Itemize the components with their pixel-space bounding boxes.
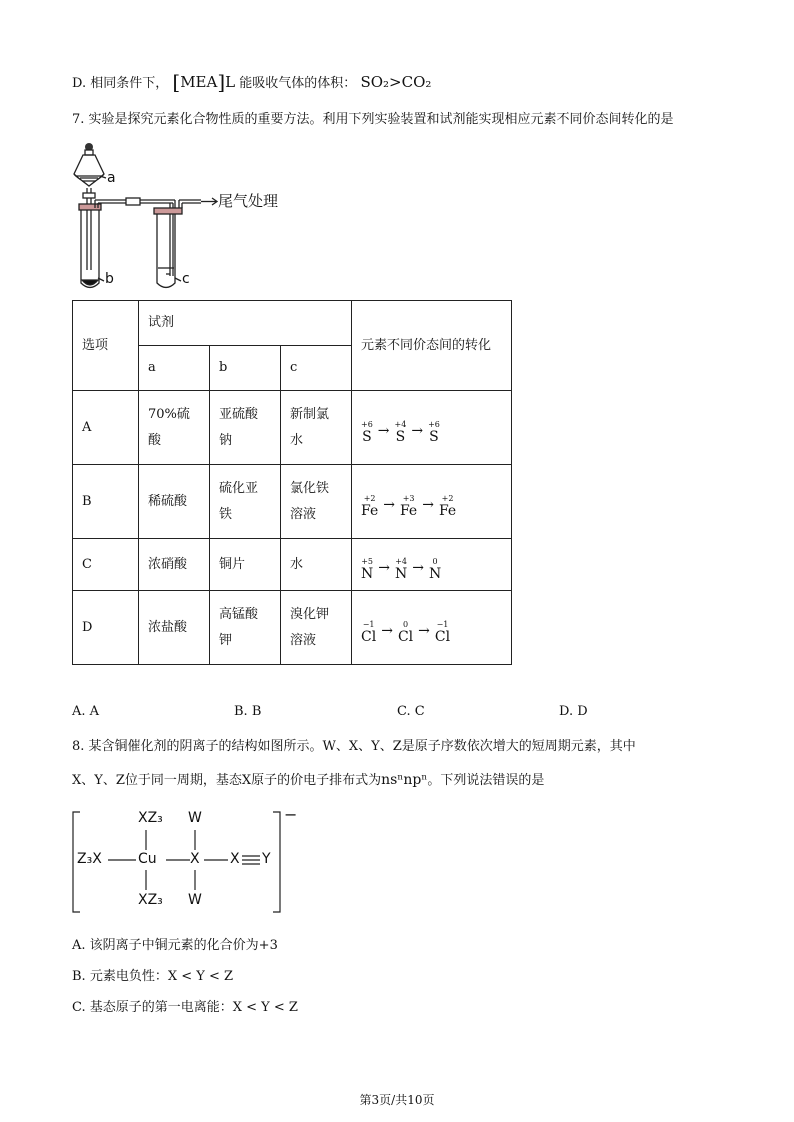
header-b: b	[210, 346, 281, 391]
q8-stem-line2	[72, 769, 544, 788]
header-conversion: 元素不同价态间的转化	[352, 301, 512, 391]
oxidation-state: 0	[432, 557, 438, 566]
header-a: a	[139, 346, 210, 391]
option-text: 基态原子的第一电离能：X < Y < Z	[89, 1000, 298, 1015]
table-row	[73, 391, 512, 465]
q8-option-c[interactable]	[72, 996, 298, 1015]
element-symbol: N	[428, 566, 442, 582]
reagent-text: 钾	[219, 632, 233, 648]
header-option: 选项	[73, 301, 139, 391]
oxidation-state: +3	[402, 494, 415, 503]
oxidation-state: −1	[436, 620, 449, 629]
reagent-text: 浓盐酸	[148, 619, 188, 635]
q7-stem: 7. 实验是探究元素化合物性质的重要方法。利用下列实验装置和试剂能实现相应元素不同价态间转化的是	[72, 112, 674, 127]
label-c: c	[182, 271, 190, 287]
reagent-text: 钠	[219, 432, 233, 448]
reagent-c	[281, 391, 352, 465]
reagent-text: 高锰酸	[219, 606, 259, 622]
label-b: b	[105, 271, 114, 287]
conversion	[352, 591, 512, 665]
electron-config: nsⁿnpⁿ	[381, 772, 428, 788]
table-row	[73, 591, 512, 665]
page-number: 第3页/共10页	[359, 1093, 435, 1107]
oxidation-state: +4	[395, 557, 407, 566]
reagent-text: 浓硝酸	[148, 556, 188, 572]
q7-table	[72, 300, 512, 665]
reagent-b	[210, 391, 281, 465]
reagent-a	[139, 539, 210, 591]
arrow-icon: →	[383, 497, 395, 513]
arrow-icon: →	[411, 423, 424, 439]
reagent-text: 溶液	[290, 506, 317, 522]
row-option: D	[73, 591, 139, 665]
q8-option-a[interactable]	[72, 934, 278, 953]
element-symbol: Cl	[397, 629, 414, 645]
option-label: D.	[72, 76, 87, 91]
reagent-a	[139, 591, 210, 665]
reagent-c	[281, 539, 352, 591]
reagent-text: 70%硫	[148, 406, 190, 422]
oxidation-state: +2	[441, 494, 454, 503]
choice-a[interactable]: A. A	[72, 704, 100, 719]
element-symbol: Fe	[399, 503, 418, 519]
atom-x-center: X	[190, 851, 200, 867]
table-row	[73, 465, 512, 539]
element-symbol: S	[429, 429, 439, 445]
species-suffix: L	[225, 73, 236, 91]
element-symbol: Cl	[361, 629, 377, 645]
reagent-text: 水	[290, 432, 304, 448]
element-symbol: S	[395, 429, 406, 445]
oxidation-state: +6	[428, 420, 440, 429]
option-label: B.	[72, 969, 86, 984]
oxidation-state: 0	[402, 620, 409, 629]
reagent-text: 氯化铁	[290, 480, 330, 496]
conversion	[352, 465, 512, 539]
element-symbol: Fe	[438, 503, 457, 519]
reagent-b	[210, 539, 281, 591]
atom-bottom-right: W	[188, 892, 202, 908]
element-symbol: S	[362, 429, 372, 445]
header-c: c	[281, 346, 352, 391]
reagent-text: 水	[290, 556, 304, 572]
arrow-icon: →	[381, 623, 393, 639]
reagent-text: 铁	[219, 506, 233, 522]
option-text: 相同条件下，	[90, 76, 169, 91]
option-text: 元素电负性：X < Y < Z	[89, 969, 234, 984]
reagent-text: 铜片	[219, 556, 246, 572]
atom-top-right: W	[188, 810, 202, 826]
reagent-c	[281, 465, 352, 539]
row-option: B	[73, 465, 139, 539]
oxidation-state: +4	[394, 420, 407, 429]
ion-charge: −	[284, 805, 298, 824]
reagent-text: 酸	[148, 432, 162, 448]
arrow-icon: →	[412, 560, 424, 576]
option-label: A.	[72, 938, 86, 953]
oxidation-state: +5	[361, 557, 374, 566]
bracket-open: [	[172, 70, 181, 94]
bracket-close: ]	[217, 70, 226, 94]
option-label: C.	[72, 1000, 86, 1015]
atom-x-right: X	[230, 851, 240, 867]
element-symbol: N	[361, 566, 374, 582]
header-reagent: 试剂	[139, 301, 352, 346]
atom-bottom-left: XZ₃	[138, 892, 163, 908]
label-a: a	[107, 170, 116, 186]
oxidation-state: +2	[363, 494, 376, 503]
table-row	[73, 539, 512, 591]
element-symbol: Cl	[434, 629, 451, 645]
element-symbol: Fe	[361, 503, 379, 519]
stem-text: X、Y、Z位于同一周期，基态X原子的价电子排布式为	[72, 773, 382, 788]
reagent-text: 亚硫酸	[219, 406, 259, 422]
arrow-icon: →	[378, 560, 390, 576]
row-option: A	[73, 391, 139, 465]
stem-text: 。下列说法错误的是	[427, 773, 545, 788]
reagent-text: 硫化亚	[219, 480, 259, 496]
option-text: 该阴离子中铜元素的化合价为+3	[89, 938, 278, 953]
atom-cu: Cu	[138, 851, 157, 867]
element-symbol: N	[394, 566, 408, 582]
oxidation-state: +6	[361, 420, 373, 429]
option-text-after: 能吸收气体的体积：	[239, 76, 357, 91]
reagent-c	[281, 591, 352, 665]
arrow-icon: →	[422, 497, 434, 513]
arrow-icon: →	[418, 623, 430, 639]
choice-b[interactable]: B. B	[234, 704, 262, 719]
reagent-a	[139, 465, 210, 539]
label-tail-gas: 尾气处理	[218, 192, 279, 210]
reagent-b	[210, 591, 281, 665]
atom-top-left: XZ₃	[138, 810, 163, 826]
reagent-b	[210, 465, 281, 539]
reagent-text: 溴化钾	[290, 606, 330, 622]
atom-y: Y	[262, 851, 271, 867]
q8-stem-line1: 8. 某含铜催化剂的阴离子的结构如图所示。W、X、Y、Z是原子序数依次增大的短周期元素，其中	[72, 739, 636, 754]
row-option: C	[73, 539, 139, 591]
reagent-text: 稀硫酸	[148, 493, 188, 509]
gas-comparison: SO₂>CO₂	[360, 73, 432, 91]
q8-option-b[interactable]	[72, 965, 233, 984]
choice-d[interactable]: D. D	[559, 704, 588, 719]
arrow-icon: →	[377, 423, 390, 439]
conversion	[352, 539, 512, 591]
atom-left: Z₃X	[77, 851, 102, 867]
reagent-a	[139, 391, 210, 465]
conversion	[352, 391, 512, 465]
choice-c[interactable]: C. C	[397, 704, 425, 719]
reagent-text: 溶液	[290, 632, 317, 648]
species: MEA	[180, 73, 218, 91]
q6-option-d	[72, 70, 431, 94]
reagent-text: 新制氯	[290, 406, 330, 422]
oxidation-state: −1	[362, 620, 375, 629]
